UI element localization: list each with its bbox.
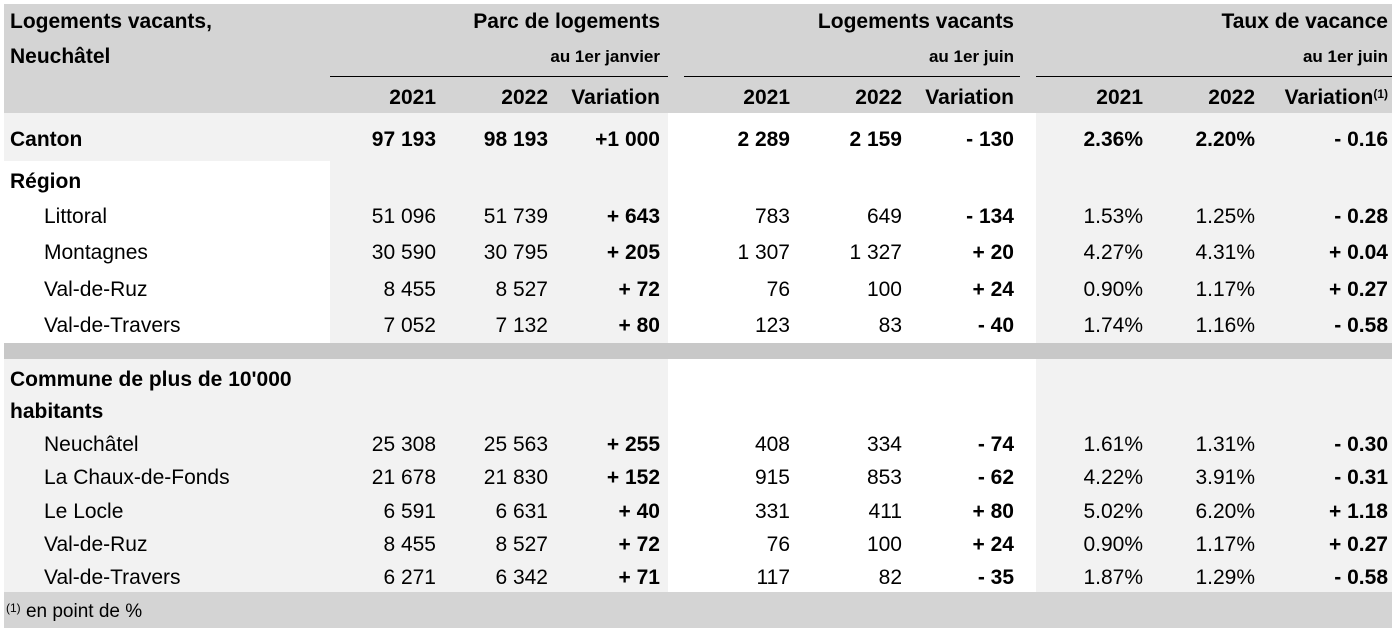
commune-row-vacants-variation: - 74 — [977, 433, 1014, 456]
region-row-vacants-2021: 1 307 — [737, 241, 790, 264]
commune-row-taux-2022: 6.20% — [1195, 500, 1255, 523]
col-taux-2022: 2022 — [1208, 86, 1255, 109]
canton-parc-2021: 97 193 — [371, 128, 436, 151]
region-row-parc-variation: + 80 — [618, 314, 660, 337]
region-row-vacants-variation: + 24 — [972, 278, 1014, 301]
group-parc-rule — [330, 76, 668, 77]
footnote-mark-bottom: (1) — [6, 601, 21, 615]
region-row-taux-variation: - 0.58 — [1334, 314, 1388, 337]
commune-row-vacants-2021: 76 — [766, 533, 790, 556]
canton-vacants-2021: 2 289 — [737, 128, 790, 151]
footer-background — [4, 592, 1392, 628]
canton-parc-2022: 98 193 — [483, 128, 548, 151]
commune-row-label: Val-de-Ruz — [44, 533, 148, 556]
commune-row-taux-2021: 1.87% — [1083, 566, 1143, 589]
commune-row-taux-variation: + 1.18 — [1329, 500, 1388, 523]
region-row-parc-variation: + 72 — [618, 278, 660, 301]
commune-row-parc-2021: 6 271 — [383, 566, 436, 589]
commune-row-parc-2021: 6 591 — [383, 500, 436, 523]
commune-row-vacants-variation: + 24 — [972, 533, 1014, 556]
canton-taux-2021: 2.36% — [1083, 128, 1143, 151]
commune-row-parc-2022: 8 527 — [495, 533, 548, 556]
group-taux-rule — [1036, 76, 1392, 77]
region-row-parc-2021: 51 096 — [371, 205, 436, 228]
commune-row-parc-variation: + 72 — [618, 533, 660, 556]
canton-taux-variation: - 0.16 — [1334, 128, 1388, 151]
region-row-taux-2022: 1.16% — [1195, 314, 1255, 337]
region-row-vacants-2021: 123 — [754, 314, 790, 337]
region-row-taux-variation: + 0.04 — [1329, 241, 1388, 264]
region-row-taux-2022: 4.31% — [1195, 241, 1255, 264]
region-row-label: Montagnes — [44, 241, 148, 264]
region-row-vacants-variation: + 20 — [972, 241, 1014, 264]
commune-row-parc-2021: 8 455 — [383, 533, 436, 556]
region-row-taux-2021: 0.90% — [1083, 278, 1143, 301]
commune-row-taux-2022: 1.29% — [1195, 566, 1255, 589]
footnote — [6, 600, 142, 624]
commune-row-vacants-2021: 915 — [754, 466, 790, 489]
group-parc-sub: au 1er janvier — [550, 47, 660, 66]
commune-row-taux-2021: 4.22% — [1083, 466, 1143, 489]
commune-row-parc-variation: + 40 — [618, 500, 660, 523]
region-row-parc-variation: + 205 — [606, 241, 660, 264]
commune-row-taux-2022: 1.31% — [1195, 433, 1255, 456]
col-vacants-2021: 2021 — [743, 86, 790, 109]
region-row-parc-2021: 8 455 — [383, 278, 436, 301]
footnote-text: en point de % — [25, 601, 143, 622]
commune-row-taux-variation: - 0.30 — [1334, 433, 1388, 456]
region-row-parc-2022: 7 132 — [495, 314, 548, 337]
commune-row-vacants-2021: 331 — [754, 500, 790, 523]
group-taux-sub: au 1er juin — [1302, 47, 1388, 66]
commune-row-taux-variation: + 0.27 — [1329, 533, 1388, 556]
commune-row-parc-2022: 6 631 — [495, 500, 548, 523]
table-title-line2: Neuchâtel — [10, 45, 111, 68]
commune-row-taux-2022: 1.17% — [1195, 533, 1255, 556]
table-title-line1: Logements vacants, — [10, 10, 212, 33]
commune-row-vacants-2022: 853 — [866, 466, 902, 489]
region-row-vacants-2022: 100 — [866, 278, 902, 301]
region-row-vacants-variation: - 134 — [966, 205, 1014, 228]
group-vacants-title: Logements vacants — [817, 10, 1014, 33]
footnote-mark: (1) — [1373, 87, 1388, 101]
commune-row-vacants-variation: - 35 — [977, 566, 1014, 589]
region-row-parc-2022: 30 795 — [483, 241, 548, 264]
commune-row-parc-variation: + 255 — [606, 433, 660, 456]
commune-heading-line2: habitants — [10, 400, 104, 423]
commune-row-taux-2021: 1.61% — [1083, 433, 1143, 456]
col-taux-variation: Variation$^{(1)}$ — [1284, 86, 1388, 109]
region-row-taux-2022: 1.25% — [1195, 205, 1255, 228]
region-row-parc-variation: + 643 — [606, 205, 660, 228]
commune-row-vacants-2022: 334 — [866, 433, 902, 456]
commune-row-label: Neuchâtel — [44, 433, 139, 456]
region-row-vacants-2022: 1 327 — [849, 241, 902, 264]
region-row-taux-2021: 1.53% — [1083, 205, 1143, 228]
commune-row-parc-2021: 21 678 — [371, 466, 436, 489]
canton-taux-2022: 2.20% — [1195, 128, 1255, 151]
commune-row-vacants-2022: 82 — [878, 566, 902, 589]
col-taux-2021: 2021 — [1096, 86, 1143, 109]
commune-row-taux-2022: 3.91% — [1195, 466, 1255, 489]
region-row-parc-2021: 7 052 — [383, 314, 436, 337]
canton-label: Canton — [10, 128, 83, 151]
region-row-parc-2022: 8 527 — [495, 278, 548, 301]
commune-row-taux-variation: - 0.31 — [1334, 466, 1388, 489]
commune-row-parc-2022: 21 830 — [483, 466, 548, 489]
canton-vacants-variation: - 130 — [966, 128, 1014, 151]
commune-row-vacants-2021: 408 — [754, 433, 790, 456]
region-row-parc-2021: 30 590 — [371, 241, 436, 264]
commune-row-vacants-variation: - 62 — [977, 466, 1014, 489]
col-parc-2021: 2021 — [389, 86, 436, 109]
commune-row-parc-2022: 6 342 — [495, 566, 548, 589]
group-vacants-rule — [684, 76, 1020, 77]
commune-row-taux-2021: 0.90% — [1083, 533, 1143, 556]
commune-row-vacants-variation: + 80 — [972, 500, 1014, 523]
col-vacants-variation: Variation — [925, 86, 1014, 109]
col-vacants-2022: 2022 — [855, 86, 902, 109]
commune-row-vacants-2022: 100 — [866, 533, 902, 556]
commune-row-label: La Chaux-de-Fonds — [44, 466, 230, 489]
commune-row-vacants-2021: 117 — [756, 566, 790, 589]
region-row-label: Littoral — [44, 205, 108, 228]
region-row-taux-2021: 4.27% — [1083, 241, 1143, 264]
commune-row-parc-2021: 25 308 — [371, 433, 436, 456]
section-separator — [4, 343, 1392, 359]
col-parc-variation: Variation — [571, 86, 660, 109]
region-row-taux-variation: + 0.27 — [1329, 278, 1388, 301]
commune-row-vacants-2022: 411 — [868, 500, 902, 523]
region-row-vacants-2021: 783 — [754, 205, 790, 228]
commune-row-label: Val-de-Travers — [44, 566, 181, 589]
canton-vacants-2022: 2 159 — [849, 128, 902, 151]
region-heading: Région — [10, 170, 82, 193]
region-row-label: Val-de-Ruz — [44, 278, 148, 301]
region-row-taux-variation: - 0.28 — [1334, 205, 1388, 228]
commune-row-label: Le Locle — [44, 500, 124, 523]
group-vacants-sub: au 1er juin — [928, 47, 1014, 66]
region-row-vacants-2021: 76 — [766, 278, 790, 301]
commune-heading-line1: Commune de plus de 10'000 — [10, 368, 292, 391]
commune-row-taux-variation: - 0.58 — [1334, 566, 1388, 589]
region-row-vacants-variation: - 40 — [977, 314, 1014, 337]
commune-row-parc-variation: + 152 — [606, 466, 660, 489]
region-row-taux-2022: 1.17% — [1195, 278, 1255, 301]
canton-parc-variation: +1 000 — [595, 128, 660, 151]
group-taux-title: Taux de vacance — [1221, 10, 1388, 33]
group-parc-title: Parc de logements — [473, 10, 660, 33]
region-row-label: Val-de-Travers — [44, 314, 181, 337]
col-parc-2022: 2022 — [501, 86, 548, 109]
commune-row-parc-variation: + 71 — [618, 566, 660, 589]
region-row-vacants-2022: 649 — [866, 205, 902, 228]
commune-row-taux-2021: 5.02% — [1083, 500, 1143, 523]
region-row-parc-2022: 51 739 — [483, 205, 548, 228]
region-row-vacants-2022: 83 — [878, 314, 902, 337]
commune-row-parc-2022: 25 563 — [483, 433, 548, 456]
region-row-taux-2021: 1.74% — [1083, 314, 1143, 337]
